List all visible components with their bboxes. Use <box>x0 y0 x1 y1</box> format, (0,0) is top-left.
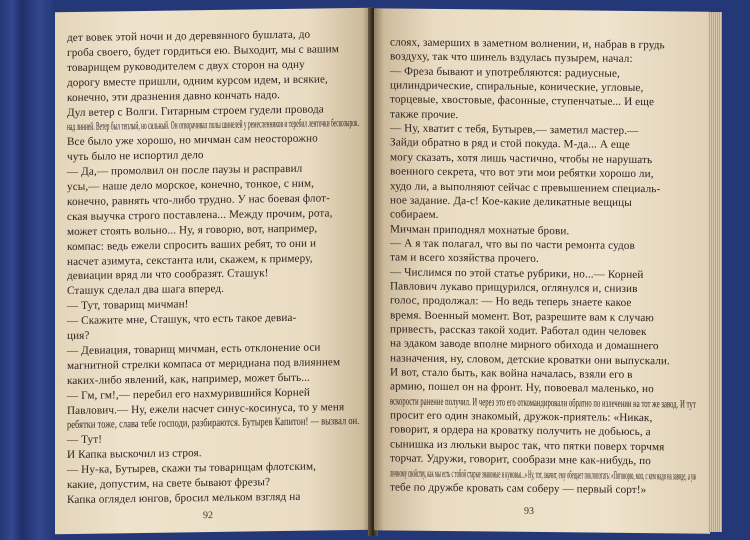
text-line: — Тут, товарищ мичман! <box>67 298 189 313</box>
text-line: — Гм, гм!,— перебил его нахмурившийся Корней <box>67 386 310 402</box>
text-line: воздуху, так что шинель вздулась пузырем, начал: <box>390 50 633 66</box>
text-line: вскорости ранение получил. И через это его откомандировали обратно по излечении на тот же завод. И тут <box>390 395 696 411</box>
text-line: — Да,— промолвил он после паузы и расправил <box>67 162 303 179</box>
text-line: могу сказать, хотя лишь частично, чтобы не нарушать <box>390 151 653 166</box>
text-line: цилиндрические, спиральные, конические, угловые, <box>390 79 644 95</box>
text-line: над линией. Ветер был теплый, но сильный. Он отворачивал полы шинелей у ремесленников и теребил ленточки бескозырок. <box>67 117 359 134</box>
left-page-number: 92 <box>203 510 213 522</box>
text-line: слоях, замерших в заметном волнении, и, набрав в грудь <box>390 36 665 52</box>
text-line: магнитной стрелки компаса от меридиана под влиянием <box>67 356 341 372</box>
text-line: Все было уже хорошо, но мичман сам неосторожно <box>67 132 318 149</box>
text-line: дет вовек этой ночи и до деревянного бушлата, до <box>67 28 311 45</box>
text-line: ное задание. Да-с! Кое-какие деликатные вещицы <box>390 194 632 209</box>
text-line: личному свойству, как мы есть с тобой старые знакомые и кумовья...» Ну, тот, значит, ему обещает поклопотать: «Поговорю, мол, с кем надо на заводе, а уж <box>390 466 697 483</box>
text-line: дорогу вместе пришли, одним курсом идем, и всякие, <box>67 73 328 89</box>
text-line: И Капка выскочил из строя. <box>67 447 202 462</box>
text-line: — Ну-ка, Бутырев, скажи ты товарищам флотским, <box>67 460 317 477</box>
right-page <box>374 8 710 534</box>
text-line: армию, пошел он на фронт. Ну, повоевал маленько, но <box>390 380 654 396</box>
text-line: девиации вряд ли что сообразят. Сташук! <box>67 267 269 283</box>
text-line: ция? <box>67 329 90 343</box>
text-line: Павлович лукаво прищурился, оглянулся и, снизив <box>390 280 638 295</box>
text-line: — Скажите мне, Сташук, что есть такое девиа- <box>67 311 297 328</box>
text-line: торчат. Удружи, говорит, сообрази мне как-нибудь, по <box>390 452 651 468</box>
text-line: там и всего хозяйства прочего. <box>390 251 539 266</box>
text-line: конечно, эти дразнения давно кончать надо. <box>67 88 281 104</box>
text-line: — Числимся по этой статье рубрики, но...— Корней <box>390 266 644 281</box>
text-line: — Фреза бывают и употребляются: радиусные, <box>390 65 620 80</box>
text-line: может стоять вольно... Ну, я говорю, вот, например, <box>67 222 318 238</box>
text-line: компас: ведь ежели спросить ваших ребят, то они и <box>67 237 317 253</box>
text-line: также прочие. <box>390 108 459 121</box>
text-line: собираем. <box>390 208 439 222</box>
text-line: Зайди обратно в ряд и стой покуда. М-да... А еще <box>390 136 630 152</box>
text-line: просит его один знакомый, дружок-приятель: «Никак, <box>390 409 653 425</box>
text-line: худо ли, а выполняют сейчас с превышением специаль- <box>390 179 661 195</box>
text-line: Павлович.— Ну, ежели насчет синус-косинуса, то у меня <box>67 400 345 417</box>
text-line: торцевые, хвостовые, фасонные, ступенчатые... И еще <box>390 93 655 109</box>
left-page-text <box>55 8 372 506</box>
right-page-text <box>374 8 710 496</box>
right-page-number: 93 <box>524 505 534 517</box>
text-line: ская выучка строго поставлена... Между прочим, рота, <box>67 207 333 223</box>
text-line: усы,— наше дело морское, конечно, тонкое, с ним, <box>67 177 315 194</box>
text-line: — Ну, хватит с тебя, Бутырев,— заметил мастер.— <box>390 122 639 138</box>
text-line: конечно, равнять что-либо трудно. У нас боевая флот- <box>67 192 330 208</box>
text-line: гроба своего, будет гордиться ею. Выходит, мы с вашим <box>67 43 339 59</box>
left-page <box>55 8 372 534</box>
text-line: чуть было не испортил дело <box>67 149 204 164</box>
text-line: ребятки тоже, слава тебе господи, разбираются. Бутырев Капитон! — вызвал он. <box>67 415 360 432</box>
text-line: военного секрета, что вот эти мои ребятки хорошо ли, <box>390 165 654 181</box>
text-line: Мичман приподнял мохнатые брови. <box>390 222 570 237</box>
text-line: сынишка из люльки вырос так, что пятки поверх торчмя <box>390 438 665 454</box>
text-line: Капка оглядел юнгов, бросил мельком взгляд на <box>67 490 301 506</box>
text-line: насчет азимута, секстанта или, скажем, к примеру, <box>67 252 313 268</box>
text-line: — А я так полагал, что вы по части ремонта судов <box>390 237 635 252</box>
text-line: на эдаком заводе вполне мирного обихода и домашнего <box>390 337 659 353</box>
text-line: назначения, ну, словом, детские кроватки они выпускали. <box>390 352 670 368</box>
text-line: каких-либо явлений, как, например, может быть... <box>67 371 310 387</box>
text-line: — Девиация, товарищ мичман, есть отклонение оси <box>67 341 321 357</box>
text-line: говорит, я ордера на кроватку получить не добьюсь, а <box>390 423 651 439</box>
text-line: какие, допустим, на свете бывают фрезы? <box>67 476 271 492</box>
text-line: тебе по дружбе кровать сам соберу — первый сорт!» <box>390 481 647 496</box>
text-line: время. Военный момент. Вот, разрешите вам к случаю <box>390 309 654 324</box>
text-line: привесть, рассказ такой ходит. Работал один человек <box>390 323 647 339</box>
text-line: Дул ветер с Волги. Гитарным строем гудели провода <box>67 102 324 119</box>
text-line: Сташук сделал два шага вперед. <box>67 283 225 298</box>
page-edges <box>708 12 722 532</box>
text-line: голос, продолжал: — Но ведь теперь знаете какое <box>390 294 632 310</box>
text-line: — Тут! <box>67 433 103 447</box>
text-line: товарищем руководителем с двух сторон на одну <box>67 58 305 74</box>
text-line: И вот, стало быть, как война началась, взяли его в <box>390 366 633 381</box>
